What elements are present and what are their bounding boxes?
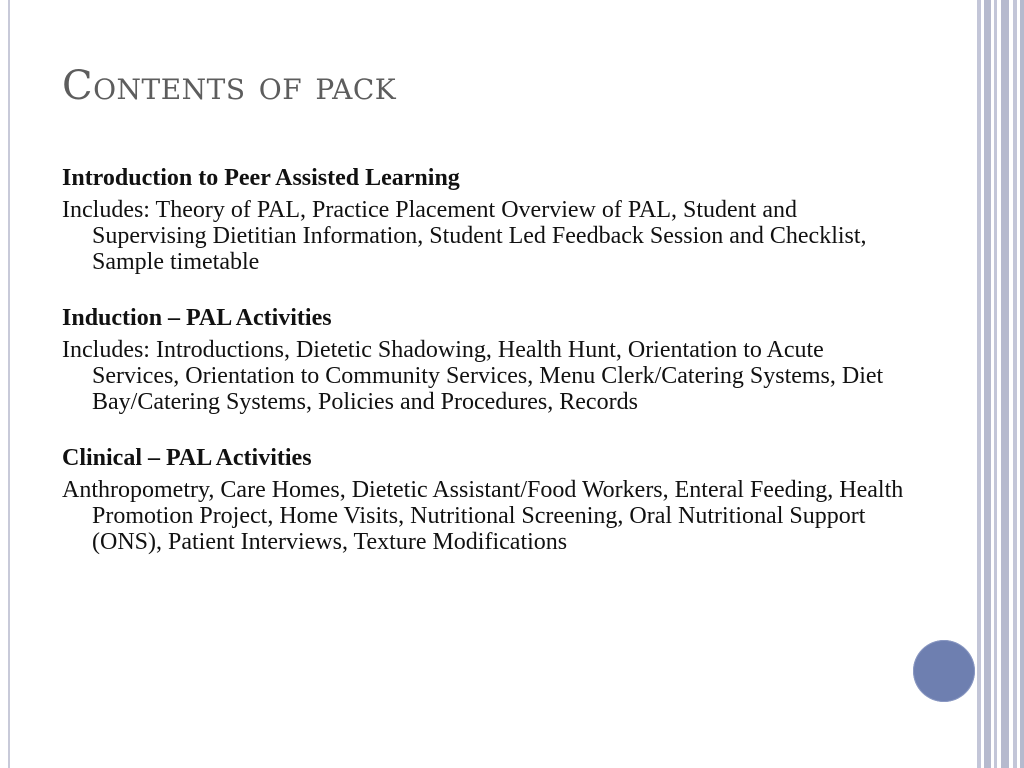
decorative-stripe: [1013, 0, 1017, 768]
slide-title: Contents of pack: [62, 63, 397, 109]
section-heading: Induction – PAL Activities: [62, 305, 332, 331]
section-introduction: [62, 162, 912, 275]
slide-content: [62, 162, 912, 582]
decorative-stripe: [1001, 0, 1009, 768]
section-body: Includes: Introductions, Dietetic Shadowing, Health Hunt, Orientation to Acute Services, Orientation to Community Services, Menu Clerk/Catering Systems, Diet Bay/Catering Systems, Policies and Procedures, Records: [62, 337, 884, 415]
section-heading: Introduction to Peer Assisted Learning: [62, 165, 460, 191]
section-heading: Clinical – PAL Activities: [62, 445, 312, 471]
decorative-stripe: [994, 0, 997, 768]
section-clinical: [62, 442, 912, 555]
decorative-stripe: [977, 0, 981, 768]
section-induction: [62, 302, 912, 415]
slide-navigation-button[interactable]: [913, 640, 975, 702]
section-body: Anthropometry, Care Homes, Dietetic Assistant/Food Workers, Enteral Feeding, Health Promotion Project, Home Visits, Nutritional Screening, Oral Nutritional Support (ONS), Patient Interviews, Texture Modifications: [62, 477, 904, 555]
decorative-stripe: [984, 0, 991, 768]
left-border-line: [8, 0, 10, 768]
section-body: Includes: Theory of PAL, Practice Placement Overview of PAL, Student and Supervising Dietitian Information, Student Led Feedback Session and Checklist, Sample timetable: [62, 197, 867, 275]
decorative-stripe: [1020, 0, 1024, 768]
